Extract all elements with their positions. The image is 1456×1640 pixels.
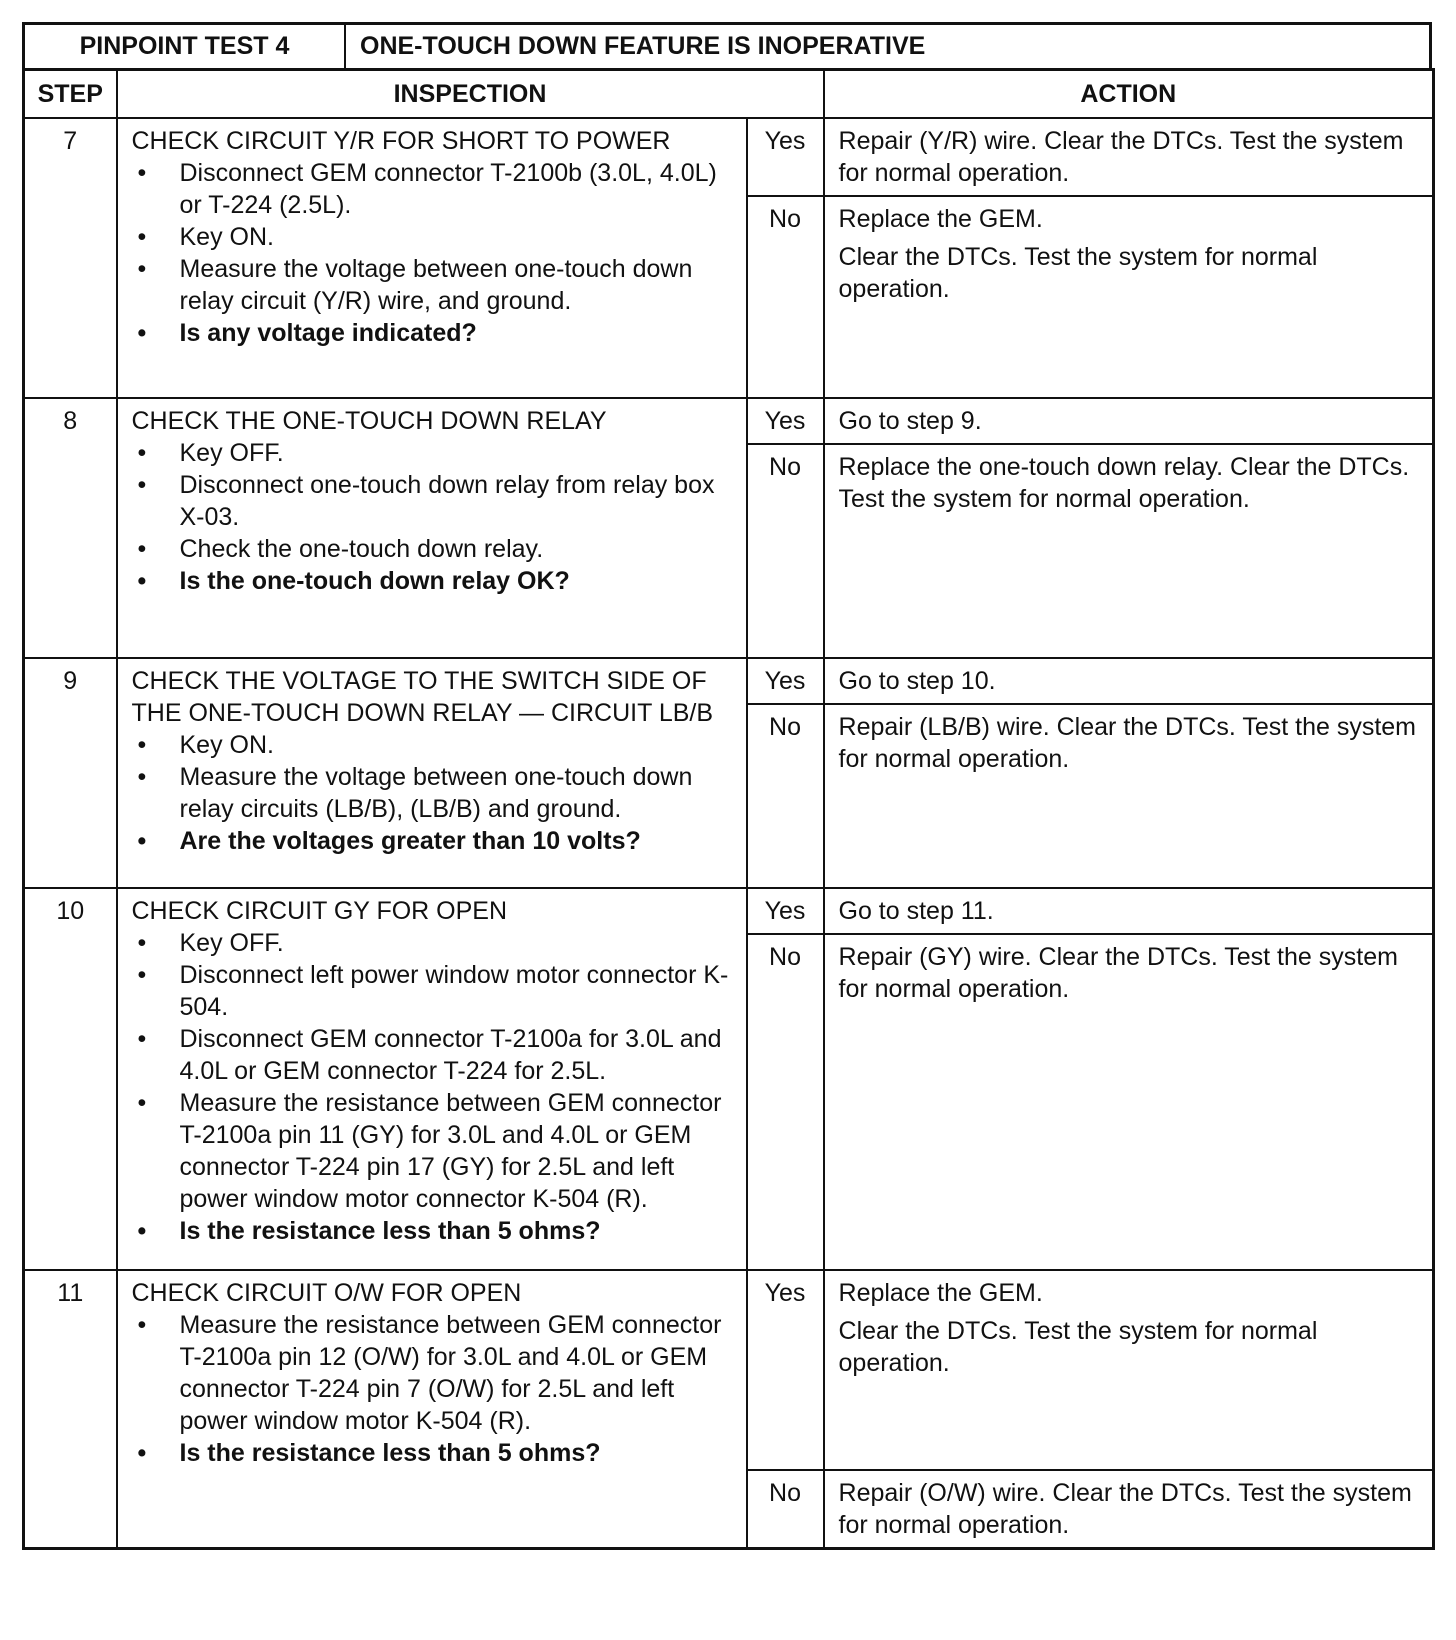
inspection-heading: CHECK CIRCUIT Y/R FOR SHORT TO POWER (131, 127, 671, 155)
bullet-dot: • (137, 1025, 147, 1053)
column-header-inspection: INSPECTION (117, 70, 824, 119)
action-no (824, 196, 1434, 398)
inspection-bullet (132, 469, 736, 533)
inspection-heading: CHECK CIRCUIT O/W FOR OPEN (131, 1279, 522, 1307)
step-number: 10 (24, 888, 117, 1270)
inspection-cell (117, 1270, 747, 1549)
answer-yes: Yes (747, 118, 824, 196)
inspection-question (132, 565, 736, 597)
inspection-question (132, 1215, 736, 1247)
action-line: Replace the one-touch down relay. Clear the DTCs. Test the system for normal operation. (838, 453, 1410, 513)
bullet-dot: • (137, 731, 147, 759)
action-no (824, 1470, 1434, 1549)
bullet-text: Disconnect left power window motor connector K-504. (179, 961, 729, 1021)
inspection-heading: CHECK THE ONE-TOUCH DOWN RELAY (131, 407, 607, 435)
action-yes (824, 118, 1434, 196)
bullet-dot: • (137, 1311, 147, 1339)
bullet-text: Disconnect GEM connector T-2100b (3.0L, 4.0L) or T-224 (2.5L). (179, 159, 717, 219)
bullet-dot: • (137, 439, 147, 467)
answer-yes: Yes (747, 658, 824, 704)
question-text: Are the voltages greater than 10 volts? (179, 827, 641, 855)
action-line: Clear the DTCs. Test the system for normal operation. (838, 1317, 1318, 1377)
answer-no: No (747, 1470, 824, 1549)
action-yes (824, 888, 1434, 934)
inspection-bullets (132, 729, 736, 857)
action-no (824, 704, 1434, 888)
action-line: Repair (Y/R) wire. Clear the DTCs. Test the system for normal operation. (838, 127, 1404, 187)
step-number: 9 (24, 658, 117, 888)
bullet-dot: • (137, 961, 147, 989)
question-text: Is the resistance less than 5 ohms? (179, 1439, 601, 1467)
action-line: Replace the GEM. (838, 205, 1043, 233)
bullet-text: Disconnect GEM connector T-2100a for 3.0L and 4.0L or GEM connector T-224 for 2.5L. (179, 1025, 722, 1085)
bullet-dot: • (137, 255, 147, 283)
bullet-dot: • (137, 1439, 147, 1467)
inspection-bullets (132, 927, 736, 1247)
bullet-text: Measure the resistance between GEM connector T-2100a pin 11 (GY) for 3.0L and 4.0L or GEM connector T-224 pin 17 (GY) for 2.5L and left power window motor connector K-504 (R). (179, 1089, 722, 1213)
inspection-question (132, 317, 736, 349)
action-line: Go to step 9. (838, 407, 982, 435)
bullet-text: Key OFF. (179, 929, 284, 957)
bullet-dot: • (137, 1217, 147, 1245)
step-row-yes (24, 398, 1434, 444)
bullet-text: Check the one-touch down relay. (179, 535, 544, 563)
column-header-action: ACTION (824, 70, 1434, 119)
header-row (24, 70, 1434, 119)
pinpoint-test-sheet (22, 22, 1432, 1550)
action-line: Go to step 10. (838, 667, 996, 695)
bullet-dot: • (137, 827, 147, 855)
answer-no: No (747, 196, 824, 398)
bullet-dot: • (137, 763, 147, 791)
action-no (824, 934, 1434, 1270)
bullet-text: Key ON. (179, 731, 274, 759)
inspection-bullet (132, 1087, 736, 1215)
answer-no: No (747, 704, 824, 888)
action-yes (824, 658, 1434, 704)
action-line: Repair (O/W) wire. Clear the DTCs. Test the system for normal operation. (838, 1479, 1412, 1539)
question-text: Is the resistance less than 5 ohms? (179, 1217, 601, 1245)
bullet-dot: • (137, 159, 147, 187)
inspection-bullet (132, 1023, 736, 1087)
inspection-bullet (132, 253, 736, 317)
action-line: Repair (GY) wire. Clear the DTCs. Test the system for normal operation. (838, 943, 1398, 1003)
action-line: Go to step 11. (838, 897, 994, 925)
step-row-yes (24, 1270, 1434, 1470)
bullet-dot: • (137, 929, 147, 957)
bullet-text: Key ON. (179, 223, 274, 251)
bullet-text: Measure the resistance between GEM connector T-2100a pin 12 (O/W) for 3.0L and 4.0L or GEM connector T-224 pin 7 (O/W) for 2.5L and left power window motor K-504 (R). (179, 1311, 722, 1435)
answer-yes: Yes (747, 888, 824, 934)
inspection-bullet (132, 927, 736, 959)
answer-no: No (747, 934, 824, 1270)
inspection-cell (117, 398, 747, 658)
inspection-bullet (132, 959, 736, 1023)
test-title: ONE-TOUCH DOWN FEATURE IS INOPERATIVE (360, 32, 926, 60)
inspection-heading: CHECK THE VOLTAGE TO THE SWITCH SIDE OF THE ONE-TOUCH DOWN RELAY — CIRCUIT LB/B (131, 667, 714, 727)
inspection-bullet (132, 533, 736, 565)
step-number: 7 (24, 118, 117, 398)
bullet-text: Measure the voltage between one-touch down relay circuit (Y/R) wire, and ground. (179, 255, 693, 315)
inspection-cell (117, 888, 747, 1270)
inspection-bullets (132, 1309, 736, 1469)
action-line: Replace the GEM. (838, 1279, 1043, 1307)
step-number: 11 (24, 1270, 117, 1549)
inspection-bullet (132, 761, 736, 825)
inspection-heading: CHECK CIRCUIT GY FOR OPEN (131, 897, 508, 925)
test-label: PINPOINT TEST 4 (25, 25, 346, 68)
step-number: 8 (24, 398, 117, 658)
inspection-bullets (132, 437, 736, 597)
inspection-cell (117, 658, 747, 888)
inspection-bullet (132, 437, 736, 469)
bullet-dot: • (137, 1089, 147, 1117)
action-line: Clear the DTCs. Test the system for normal operation. (838, 243, 1318, 303)
bullet-text: Disconnect one-touch down relay from relay box X-03. (179, 471, 715, 531)
inspection-cell (117, 118, 747, 398)
action-no (824, 444, 1434, 658)
question-text: Is any voltage indicated? (179, 319, 477, 347)
bullet-dot: • (137, 535, 147, 563)
bullet-dot: • (137, 223, 147, 251)
test-title-bar (22, 22, 1432, 68)
answer-yes: Yes (747, 398, 824, 444)
bullet-dot: • (137, 319, 147, 347)
inspection-question (132, 1437, 736, 1469)
question-text: Is the one-touch down relay OK? (179, 567, 570, 595)
action-yes (824, 398, 1434, 444)
action-line: Repair (LB/B) wire. Clear the DTCs. Test the system for normal operation. (838, 713, 1417, 773)
bullet-text: Key OFF. (179, 439, 284, 467)
inspection-bullet (132, 729, 736, 761)
step-row-yes (24, 888, 1434, 934)
inspection-bullet (132, 221, 736, 253)
step-row-yes (24, 658, 1434, 704)
column-header-step: STEP (24, 70, 117, 119)
inspection-bullets (132, 157, 736, 349)
bullet-dot: • (137, 567, 147, 595)
bullet-text: Measure the voltage between one-touch down relay circuits (LB/B), (LB/B) and ground. (179, 763, 693, 823)
answer-no: No (747, 444, 824, 658)
inspection-bullet (132, 1309, 736, 1437)
pinpoint-table (22, 68, 1435, 1550)
bullet-dot: • (137, 471, 147, 499)
inspection-bullet (132, 157, 736, 221)
inspection-question (132, 825, 736, 857)
steps-body (24, 118, 1434, 1549)
step-row-yes (24, 118, 1434, 196)
action-yes (824, 1270, 1434, 1470)
answer-yes: Yes (747, 1270, 824, 1470)
